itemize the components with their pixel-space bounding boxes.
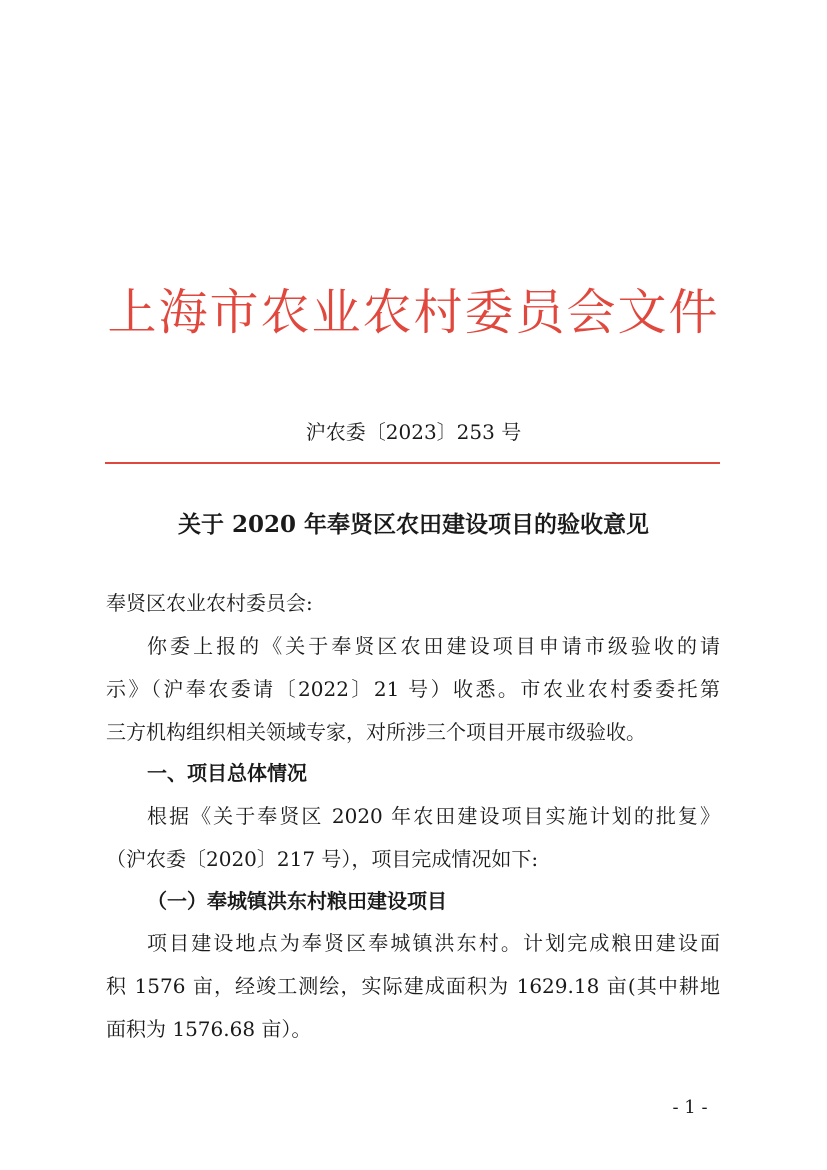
subsection-heading: （一）奉城镇洪东村粮田建设项目	[147, 889, 447, 913]
body-line: 示》（沪奉农委请〔2022〕21 号）收悉。市农业农村委委托第	[106, 677, 720, 701]
section-heading: 一、项目总体情况	[147, 761, 307, 785]
body-line: （沪农委〔2020〕217 号），项目完成情况如下:	[106, 847, 539, 871]
body-line: 面积为 1576.68 亩）。	[106, 1017, 312, 1041]
body-line: 项目建设地点为奉贤区奉城镇洪东村。计划完成粮田建设面	[147, 931, 720, 955]
body-line: 三方机构组织相关领域专家，对所涉三个项目开展市级验收。	[106, 720, 646, 744]
red-divider-line	[105, 462, 720, 464]
document-title: 关于 2020 年奉贤区农田建设项目的验收意见	[177, 511, 650, 538]
body-line: 积 1576 亩，经竣工测绘，实际建成面积为 1629.18 亩(其中耕地	[106, 974, 720, 998]
body-line: 根据《关于奉贤区 2020 年农田建设项目实施计划的批复》	[147, 804, 720, 828]
salutation: 奉贤区农业农村委员会:	[106, 591, 313, 615]
issuer-title: 上海市农业农村委员会文件	[107, 284, 720, 341]
body-line: 你委上报的《关于奉贤区农田建设项目申请市级验收的请	[147, 634, 720, 658]
page-number: - 1 -	[672, 1097, 708, 1118]
document-number: 沪农委〔2023〕253 号	[305, 420, 522, 444]
